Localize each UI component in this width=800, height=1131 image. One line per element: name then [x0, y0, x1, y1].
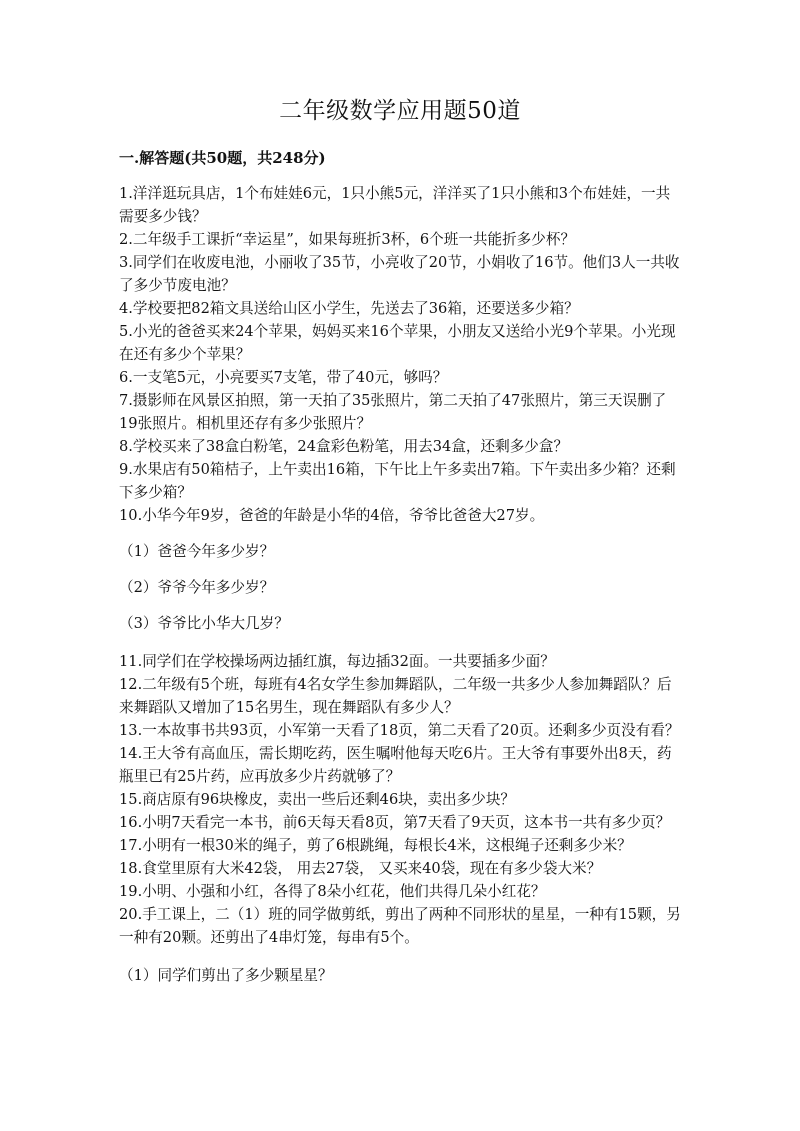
question-14: 14.王大爷有高血压，需长期吃药，医生嘱咐他每天吃6片。王大爷有事要外出8天，药瓶里已有25片药，应再放多少片药就够了？: [119, 745, 672, 785]
document-title: 二年级数学应用题50道: [279, 98, 521, 124]
question-16: 16.小明7天看完一本书，前6天每天看8页，第7天看了9天页，这本书一共有多少页？: [119, 814, 671, 831]
spacer: [119, 949, 682, 964]
question-15: 15.商店原有96块橡皮，卖出一些后还剩46块，卖出多少块？: [119, 791, 516, 808]
question-12: 12.二年级有5个班，每班有4名女学生参加舞蹈队，二年级一共多少人参加舞蹈队？后来舞蹈队又增加了15名男生，现在舞蹈队有多少人？: [119, 676, 672, 716]
section-heading: 一.解答题(共50题，共248分): [119, 149, 326, 167]
spacer: [119, 527, 682, 540]
question-17: 17.小明有一根30米的绳子，剪了6根跳绳，每根长4米，这根绳子还剩多少米？: [119, 837, 632, 854]
question-13: 13.一本故事书共93页，小军第一天看了18页，第二天看了20页。还剩多少页没有看？: [119, 722, 680, 739]
question-20-subquestion-1: （1）同学们剪出了多少颗星星？: [119, 967, 333, 984]
question-11: 11.同学们在学校操场两边插红旗，每边插32面。一共要插多少面？: [119, 653, 555, 670]
question-20: 20.手工课上，二（1）班的同学做剪纸，剪出了两种不同形状的星星，一种有15颗，另一种有20颗。还剪出了4串灯笼，每串有5个。: [119, 906, 681, 946]
question-6: 6.一支笔5元，小亮要买7支笔，带了40元，够吗？: [119, 369, 448, 386]
spacer: [119, 563, 682, 576]
question-19: 19.小明、小强和小红，各得了8朵小红花，他们共得几朵小红花？: [119, 883, 546, 900]
question-10: 10.小华今年9岁，爸爸的年龄是小华的4倍，爷爷比爸爸大27岁。: [119, 507, 545, 524]
question-8: 8.学校买来了38盒白粉笔，24盒彩色粉笔，用去34盒，还剩多少盒？: [119, 438, 569, 455]
question-7: 7.摄影师在风景区拍照，第一天拍了35张照片，第二天拍了47张照片，第三天误删了19张照片。相机里还存有多少张照片？: [119, 392, 667, 432]
question-10-subquestion-2: （2）爷爷今年多少岁？: [119, 579, 275, 596]
question-list: [119, 182, 682, 987]
spacer: [119, 635, 682, 650]
question-4: 4.学校要把82箱文具送给山区小学生，先送去了36箱，还要送多少箱？: [119, 300, 579, 317]
question-2: 2.二年级手工课折“幸运星”，如果每班折3杯，6个班一共能折多少杯？: [119, 231, 576, 248]
question-18: 18.食堂里原有大米42袋， 用去27袋， 又买来40袋，现在有多少袋大米？: [119, 860, 602, 877]
question-1: 1.洋洋逛玩具店，1个布娃娃6元，1只小熊5元，洋洋买了1只小熊和3个布娃娃，一共需要多少钱？: [119, 185, 671, 225]
question-5: 5.小光的爸爸买来24个苹果，妈妈买来16个苹果，小朋友又送给小光9个苹果。小光现在还有多少个苹果？: [119, 323, 676, 363]
question-10-subquestion-3: （3）爷爷比小华大几岁？: [119, 615, 289, 632]
question-3: 3.同学们在收废电池，小丽收了35节，小亮收了20节，小娟收了16节。他们3人一共收了多少节废电池？: [119, 254, 680, 294]
question-9: 9.水果店有50箱桔子，上午卖出16箱，下午比上午多卖出7箱。下午卖出多少箱？还剩下多少箱？: [119, 461, 676, 501]
spacer: [119, 599, 682, 612]
question-10-subquestion-1: （1）爸爸今年多少岁？: [119, 543, 275, 560]
